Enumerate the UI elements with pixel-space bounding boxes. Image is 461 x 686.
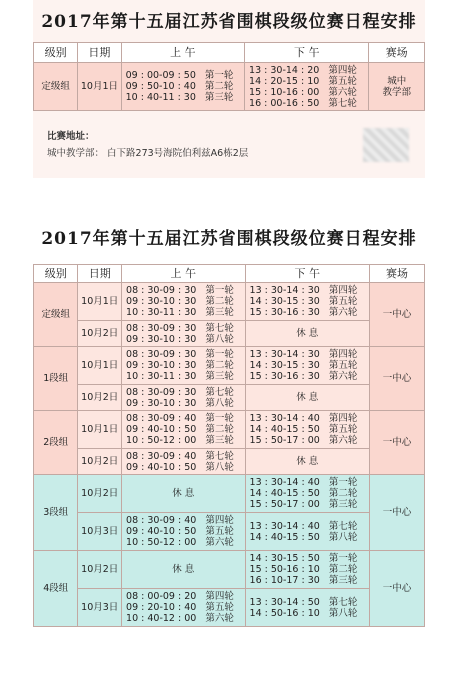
header-venue: 赛场 (369, 265, 424, 283)
date-cell: 10月2日 (78, 449, 122, 475)
group-cell: 2段组 (34, 411, 78, 475)
table-row (34, 63, 425, 111)
venue-cell: 一中心 (369, 347, 424, 411)
date-cell: 10月2日 (78, 551, 122, 589)
group-cell: 定级组 (34, 283, 78, 347)
date-cell: 10月2日 (78, 475, 122, 513)
rest-cell: 休 息 (245, 385, 369, 411)
header-level: 级别 (34, 265, 78, 283)
group-cell: 3段组 (34, 475, 78, 551)
table-row (34, 283, 425, 321)
table-row (34, 551, 425, 589)
table-row (34, 347, 425, 385)
venue-cell: 一中心 (369, 475, 424, 551)
header-am: 上 午 (122, 265, 246, 283)
date-cell: 10月3日 (78, 589, 122, 627)
pm-schedule-cell: 13 : 30-14 : 20 第四轮 14 : 20-15 : 10 第五轮 15 : 10-16 : 00 第六轮 16 : 00-16 : 50 第七轮 (245, 63, 369, 111)
date-cell: 10月3日 (78, 513, 122, 551)
address-label: 比赛地址： (47, 131, 95, 142)
rest-cell: 休 息 (245, 449, 369, 475)
am-schedule-cell: 08 : 30-09 : 30 第七轮 09 : 30-10 : 30 第八轮 (122, 385, 246, 411)
pm-schedule-cell: 13 : 30-14 : 30 第四轮 14 : 30-15 : 30 第五轮 15 : 30-16 : 30 第六轮 (245, 283, 369, 321)
page-title-main: 2017年第十五届江苏省围棋段级位赛日程安排 (41, 229, 417, 249)
pm-schedule-cell: 14 : 30-15 : 50 第一轮 15 : 50-16 : 10 第二轮 16 : 10-17 : 30 第三轮 (245, 551, 369, 589)
page-title: 2017年第十五届江苏省围棋段级位赛日程安排 (41, 12, 417, 32)
am-schedule-cell: 08 : 30-09 : 40 第四轮 09 : 40-10 : 50 第五轮 10 : 50-12 : 00 第六轮 (122, 513, 246, 551)
date-cell: 10月1日 (78, 63, 121, 111)
group-cell: 定级组 (34, 63, 78, 111)
venue-cell: 城中 教学部 (369, 63, 425, 111)
schedule-table-top (33, 42, 425, 111)
pm-schedule-cell: 13 : 30-14 : 40 第一轮 14 : 40-15 : 50 第二轮 15 : 50-17 : 00 第三轮 (245, 475, 369, 513)
venue-cell: 一中心 (369, 411, 424, 475)
group-cell: 4段组 (34, 551, 78, 627)
am-schedule-cell: 08 : 30-09 : 30 第七轮 09 : 30-10 : 30 第八轮 (122, 321, 246, 347)
pm-schedule-cell: 13 : 30-14 : 50 第七轮 14 : 50-16 : 10 第八轮 (245, 589, 369, 627)
header-level: 级别 (34, 43, 78, 63)
am-schedule-cell: 08 : 30-09 : 40 第一轮 09 : 40-10 : 50 第二轮 10 : 50-12 : 00 第三轮 (122, 411, 246, 449)
date-cell: 10月2日 (78, 385, 122, 411)
header-date: 日期 (78, 265, 122, 283)
blurred-qr-code (363, 128, 409, 162)
schedule-table-main (33, 264, 425, 627)
am-schedule-cell: 08 : 00-09 : 20 第四轮 09 : 20-10 : 40 第五轮 10 : 40-12 : 00 第六轮 (122, 589, 246, 627)
pm-schedule-cell: 13 : 30-14 : 30 第四轮 14 : 30-15 : 30 第五轮 15 : 30-16 : 30 第六轮 (245, 347, 369, 385)
rest-cell: 休 息 (122, 551, 246, 589)
address-text: 城中教学部： 白下路273号海院伯利兹A6栋2层 (47, 148, 249, 159)
header-venue: 赛场 (369, 43, 425, 63)
am-schedule-cell: 08 : 30-09 : 30 第一轮 09 : 30-10 : 30 第二轮 10 : 30-11 : 30 第三轮 (122, 283, 246, 321)
table-row (34, 321, 425, 347)
rest-cell: 休 息 (122, 475, 246, 513)
header-pm: 下 午 (245, 43, 369, 63)
table-row (34, 589, 425, 627)
header-am: 上 午 (121, 43, 244, 63)
schedule-card-top (33, 0, 425, 178)
rest-cell: 休 息 (245, 321, 369, 347)
date-cell: 10月1日 (78, 411, 122, 449)
date-cell: 10月1日 (78, 283, 122, 321)
header-date: 日期 (78, 43, 121, 63)
venue-cell: 一中心 (369, 551, 424, 627)
group-cell: 1段组 (34, 347, 78, 411)
date-cell: 10月1日 (78, 347, 122, 385)
table-row (34, 385, 425, 411)
date-cell: 10月2日 (78, 321, 122, 347)
table-row (34, 513, 425, 551)
am-schedule-cell: 09 : 00-09 : 50 第一轮 09 : 50-10 : 40 第二轮 10 : 40-11 : 30 第三轮 (121, 63, 244, 111)
table-row (34, 411, 425, 449)
schedule-card-main (33, 198, 425, 686)
table-row (34, 475, 425, 513)
am-schedule-cell: 08 : 30-09 : 30 第一轮 09 : 30-10 : 30 第二轮 10 : 30-11 : 30 第三轮 (122, 347, 246, 385)
header-pm: 下 午 (245, 265, 369, 283)
venue-cell: 一中心 (369, 283, 424, 347)
am-schedule-cell: 08 : 30-09 : 40 第七轮 09 : 40-10 : 50 第八轮 (122, 449, 246, 475)
pm-schedule-cell: 13 : 30-14 : 40 第四轮 14 : 40-15 : 50 第五轮 15 : 50-17 : 00 第六轮 (245, 411, 369, 449)
table-row (34, 449, 425, 475)
pm-schedule-cell: 13 : 30-14 : 40 第七轮 14 : 40-15 : 50 第八轮 (245, 513, 369, 551)
